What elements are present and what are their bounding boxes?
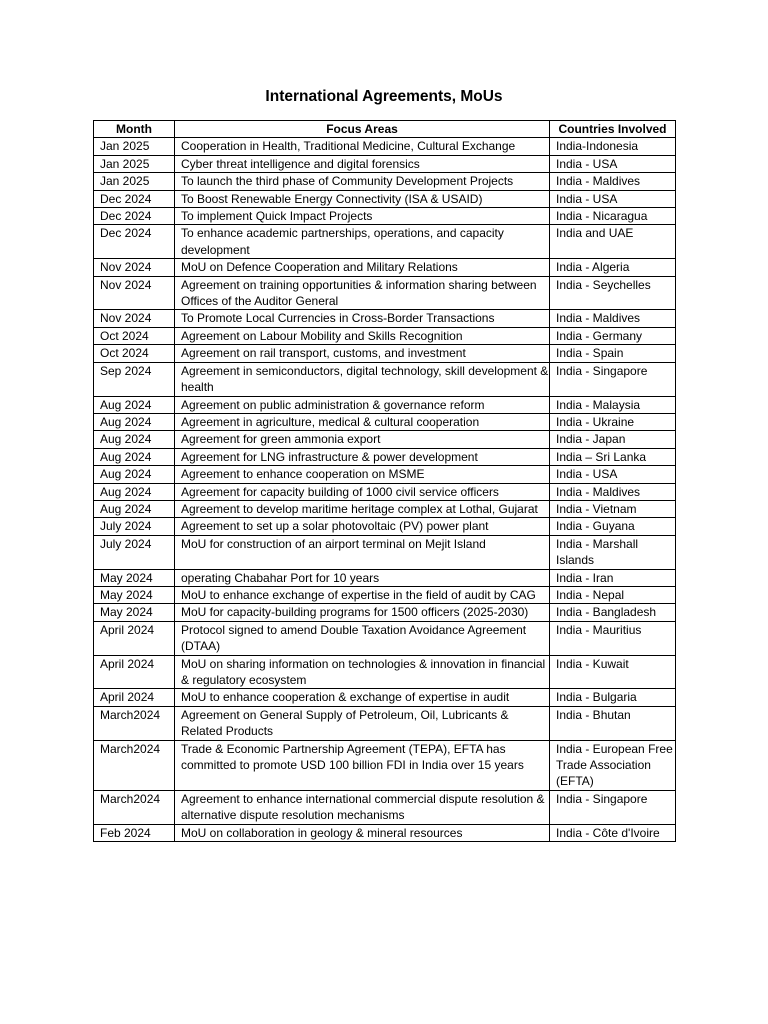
table-row <box>94 824 676 841</box>
header-month: Month <box>94 121 175 138</box>
cell-focus-area: Agreement for LNG infrastructure & power development <box>175 448 550 465</box>
cell-month: Dec 2024 <box>94 225 175 259</box>
cell-focus-area: Cyber threat intelligence and digital forensics <box>175 155 550 172</box>
cell-focus-area: Trade & Economic Partnership Agreement (TEPA), EFTA has committed to promote USD 100 billion FDI in India over 15 years <box>175 740 550 790</box>
cell-focus-area: MoU on sharing information on technologies & innovation in financial & regulatory ecosystem <box>175 655 550 689</box>
cell-month: May 2024 <box>94 604 175 621</box>
table-row <box>94 655 676 689</box>
table-row <box>94 448 676 465</box>
cell-month: Sep 2024 <box>94 362 175 396</box>
cell-month: Nov 2024 <box>94 276 175 310</box>
cell-countries: India - European Free Trade Association (EFTA) <box>550 740 676 790</box>
cell-focus-area: To launch the third phase of Community Development Projects <box>175 173 550 190</box>
cell-focus-area: To implement Quick Impact Projects <box>175 208 550 225</box>
cell-countries: India - Bulgaria <box>550 689 676 706</box>
cell-month: Aug 2024 <box>94 396 175 413</box>
cell-countries: India - USA <box>550 466 676 483</box>
cell-countries: India - Vietnam <box>550 500 676 517</box>
table-row <box>94 706 676 740</box>
cell-month: July 2024 <box>94 535 175 569</box>
cell-month: Jan 2025 <box>94 138 175 155</box>
table-row <box>94 190 676 207</box>
cell-countries: India - Côte d'Ivoire <box>550 824 676 841</box>
cell-countries: India - Singapore <box>550 362 676 396</box>
table-row <box>94 431 676 448</box>
cell-countries: India - Singapore <box>550 790 676 824</box>
cell-focus-area: Agreement to set up a solar photovoltaic (PV) power plant <box>175 518 550 535</box>
cell-focus-area: Agreement in semiconductors, digital technology, skill development & health <box>175 362 550 396</box>
cell-countries: India - Kuwait <box>550 655 676 689</box>
cell-focus-area: Agreement to develop maritime heritage complex at Lothal, Gujarat <box>175 500 550 517</box>
cell-month: Aug 2024 <box>94 483 175 500</box>
cell-focus-area: Protocol signed to amend Double Taxation Avoidance Agreement (DTAA) <box>175 621 550 655</box>
cell-focus-area: Agreement to enhance international commercial dispute resolution & alternative dispute resolution mechanisms <box>175 790 550 824</box>
cell-month: Oct 2024 <box>94 345 175 362</box>
cell-countries: India - Bangladesh <box>550 604 676 621</box>
cell-focus-area: Agreement on General Supply of Petroleum, Oil, Lubricants & Related Products <box>175 706 550 740</box>
cell-month: April 2024 <box>94 621 175 655</box>
cell-countries: India - Seychelles <box>550 276 676 310</box>
cell-focus-area: MoU to enhance cooperation & exchange of expertise in audit <box>175 689 550 706</box>
cell-focus-area: Agreement to enhance cooperation on MSME <box>175 466 550 483</box>
table-row <box>94 604 676 621</box>
cell-focus-area: Agreement for capacity building of 1000 civil service officers <box>175 483 550 500</box>
table-row <box>94 327 676 344</box>
cell-month: March2024 <box>94 706 175 740</box>
table-row <box>94 689 676 706</box>
cell-month: Dec 2024 <box>94 208 175 225</box>
cell-countries: India - Malaysia <box>550 396 676 413</box>
cell-focus-area: MoU on collaboration in geology & mineral resources <box>175 824 550 841</box>
table-row <box>94 518 676 535</box>
table-row <box>94 483 676 500</box>
cell-countries: India - Nepal <box>550 586 676 603</box>
cell-focus-area: Agreement on public administration & governance reform <box>175 396 550 413</box>
cell-countries: India - Marshall Islands <box>550 535 676 569</box>
cell-month: April 2024 <box>94 689 175 706</box>
cell-focus-area: Agreement on training opportunities & information sharing between Offices of the Auditor General <box>175 276 550 310</box>
table-row <box>94 466 676 483</box>
cell-focus-area: Agreement in agriculture, medical & cultural cooperation <box>175 413 550 430</box>
cell-countries: India - Nicaragua <box>550 208 676 225</box>
cell-month: Oct 2024 <box>94 327 175 344</box>
cell-focus-area: To Promote Local Currencies in Cross-Border Transactions <box>175 310 550 327</box>
cell-month: Aug 2024 <box>94 448 175 465</box>
cell-focus-area: MoU to enhance exchange of expertise in the field of audit by CAG <box>175 586 550 603</box>
table-header-row <box>94 121 676 138</box>
cell-month: May 2024 <box>94 586 175 603</box>
cell-month: Feb 2024 <box>94 824 175 841</box>
cell-focus-area: Agreement for green ammonia export <box>175 431 550 448</box>
cell-focus-area: To enhance academic partnerships, operations, and capacity development <box>175 225 550 259</box>
cell-month: April 2024 <box>94 655 175 689</box>
table-row <box>94 500 676 517</box>
cell-focus-area: To Boost Renewable Energy Connectivity (ISA & USAID) <box>175 190 550 207</box>
cell-countries: India-Indonesia <box>550 138 676 155</box>
cell-focus-area: MoU on Defence Cooperation and Military Relations <box>175 259 550 276</box>
table-row <box>94 413 676 430</box>
cell-month: Jan 2025 <box>94 173 175 190</box>
table-row <box>94 790 676 824</box>
cell-month: March2024 <box>94 790 175 824</box>
table-row <box>94 535 676 569</box>
cell-month: Aug 2024 <box>94 500 175 517</box>
table-row <box>94 138 676 155</box>
table-row <box>94 621 676 655</box>
header-countries-involved: Countries Involved <box>550 121 676 138</box>
cell-countries: India - Spain <box>550 345 676 362</box>
agreements-table <box>93 120 676 842</box>
table-row <box>94 569 676 586</box>
table-row <box>94 208 676 225</box>
cell-countries: India - Maldives <box>550 483 676 500</box>
table-row <box>94 259 676 276</box>
cell-focus-area: operating Chabahar Port for 10 years <box>175 569 550 586</box>
document-title: International Agreements, MoUs <box>265 88 503 105</box>
table-row <box>94 276 676 310</box>
table-row <box>94 345 676 362</box>
cell-countries: India - Bhutan <box>550 706 676 740</box>
cell-countries: India - USA <box>550 190 676 207</box>
cell-month: Dec 2024 <box>94 190 175 207</box>
table-row <box>94 173 676 190</box>
cell-countries: India - Iran <box>550 569 676 586</box>
cell-countries: India - Mauritius <box>550 621 676 655</box>
cell-month: Nov 2024 <box>94 259 175 276</box>
table-row <box>94 225 676 259</box>
cell-month: Jan 2025 <box>94 155 175 172</box>
cell-month: May 2024 <box>94 569 175 586</box>
cell-month: July 2024 <box>94 518 175 535</box>
cell-month: Nov 2024 <box>94 310 175 327</box>
cell-countries: India and UAE <box>550 225 676 259</box>
cell-countries: India - Guyana <box>550 518 676 535</box>
cell-month: Aug 2024 <box>94 431 175 448</box>
header-focus-areas: Focus Areas <box>175 121 550 138</box>
cell-focus-area: MoU for construction of an airport terminal on Mejit Island <box>175 535 550 569</box>
cell-countries: India - USA <box>550 155 676 172</box>
cell-countries: India - Japan <box>550 431 676 448</box>
table-row <box>94 310 676 327</box>
cell-countries: India - Maldives <box>550 173 676 190</box>
table-row <box>94 362 676 396</box>
cell-countries: India - Maldives <box>550 310 676 327</box>
table-row <box>94 740 676 790</box>
cell-countries: India - Ukraine <box>550 413 676 430</box>
cell-countries: India - Algeria <box>550 259 676 276</box>
table-row <box>94 155 676 172</box>
cell-focus-area: MoU for capacity-building programs for 1500 officers (2025-2030) <box>175 604 550 621</box>
cell-month: Aug 2024 <box>94 413 175 430</box>
cell-focus-area: Agreement on Labour Mobility and Skills Recognition <box>175 327 550 344</box>
table-row <box>94 396 676 413</box>
cell-focus-area: Cooperation in Health, Traditional Medicine, Cultural Exchange <box>175 138 550 155</box>
table-row <box>94 586 676 603</box>
cell-focus-area: Agreement on rail transport, customs, and investment <box>175 345 550 362</box>
table-body <box>94 138 676 842</box>
cell-month: Aug 2024 <box>94 466 175 483</box>
cell-month: March2024 <box>94 740 175 790</box>
cell-countries: India - Germany <box>550 327 676 344</box>
cell-countries: India – Sri Lanka <box>550 448 676 465</box>
